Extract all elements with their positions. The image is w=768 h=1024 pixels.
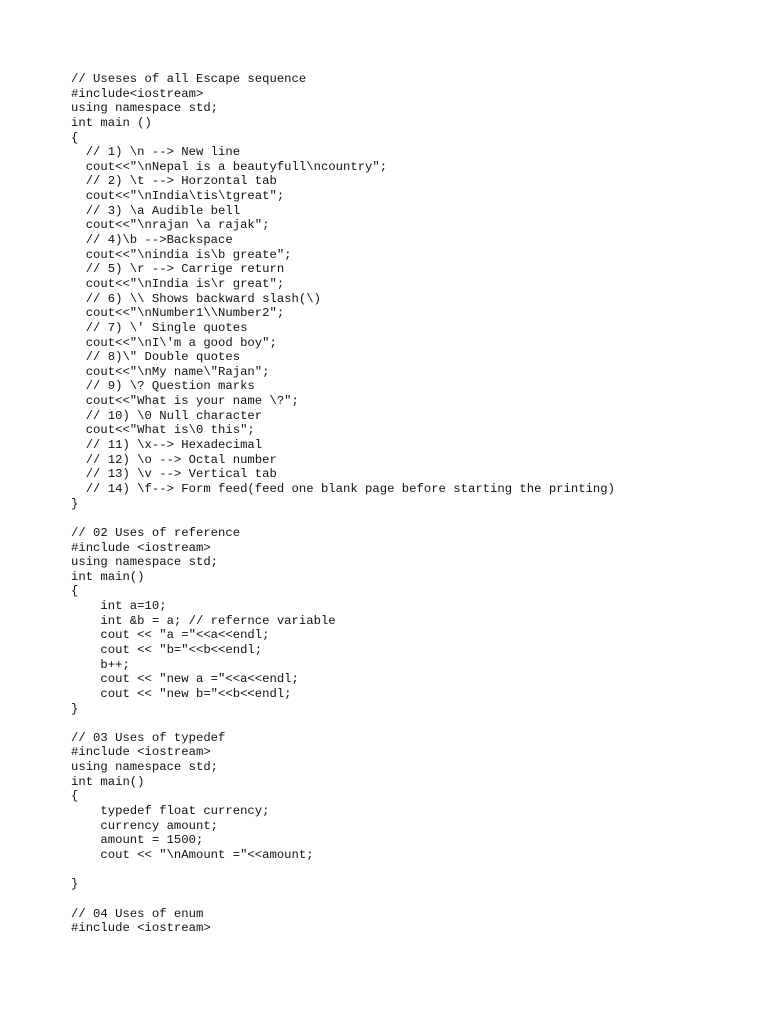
code-line: // 3) \a Audible bell [71, 203, 241, 218]
code-line: cout<<"\nMy name\"Rajan"; [71, 364, 270, 379]
code-line: int main() [71, 569, 145, 584]
code-line: cout<<"\nNepal is a beautyfull\ncountry"; [71, 159, 388, 174]
code-line: // 7) \' Single quotes [71, 320, 248, 335]
code-line: cout << "\nAmount ="<<amount; [71, 847, 314, 862]
code-line: #include <iostream> [71, 921, 211, 936]
code-line: } [71, 496, 79, 511]
code-line: // 6) \\ Shows backward slash(\) [71, 291, 321, 306]
code-line: cout<<"\nindia is\b greate"; [71, 247, 292, 262]
code-line: currency amount; [71, 818, 219, 833]
code-line [71, 892, 615, 907]
code-line: // 03 Uses of typedef [71, 730, 226, 745]
code-line: // 4)\b -->Backspace [71, 233, 233, 248]
code-line: // 12) \o --> Octal number [71, 452, 277, 467]
code-line [71, 511, 615, 526]
code-line: // 9) \? Question marks [71, 379, 255, 394]
code-line: cout << "b="<<b<<endl; [71, 642, 263, 657]
code-line: // 04 Uses of enum [71, 906, 204, 921]
code-line: amount = 1500; [71, 833, 204, 848]
code-line: cout<<"\nNumber1\\Number2"; [71, 306, 285, 321]
code-line: // 10) \0 Null character [71, 408, 263, 423]
code-line: int &b = a; // refernce variable [71, 613, 336, 628]
code-line: int main () [71, 115, 152, 130]
code-line: typedef float currency; [71, 804, 270, 819]
code-line: using namespace std; [71, 101, 219, 116]
code-line [71, 716, 615, 731]
code-line: { [71, 130, 79, 145]
code-line: // 02 Uses of reference [71, 525, 241, 540]
code-line: cout << "new a ="<<a<<endl; [71, 672, 299, 687]
code-line: cout<<"\nI\'m a good boy"; [71, 335, 277, 350]
code-line: b++; [71, 657, 130, 672]
code-line: // 14) \f--> Form feed(feed one blank page before starting the printing) [71, 481, 615, 496]
code-line: #include<iostream> [71, 86, 204, 101]
code-line: cout << "new b="<<b<<endl; [71, 686, 292, 701]
code-line: // 5) \r --> Carrige return [71, 262, 285, 277]
code-line: // 13) \v --> Vertical tab [71, 467, 277, 482]
code-line: // 8)\" Double quotes [71, 350, 241, 365]
code-line: cout<<"What is your name \?"; [71, 394, 299, 409]
code-line: // 1) \n --> New line [71, 145, 241, 160]
code-line: #include <iostream> [71, 745, 211, 760]
code-line: cout<<"What is\0 this"; [71, 423, 255, 438]
code-line: } [71, 701, 79, 716]
code-listing [71, 72, 615, 936]
code-line: cout<<"\nrajan \a rajak"; [71, 218, 270, 233]
code-line: } [71, 877, 79, 892]
code-line: cout << "a ="<<a<<endl; [71, 628, 270, 643]
code-line: cout<<"\nIndia is\r great"; [71, 276, 285, 291]
code-line: using namespace std; [71, 555, 219, 570]
code-line: { [71, 584, 79, 599]
code-line: using namespace std; [71, 760, 219, 775]
code-line: // 2) \t --> Horzontal tab [71, 174, 277, 189]
code-line [71, 863, 615, 878]
code-line: { [71, 789, 79, 804]
code-line: int main() [71, 774, 145, 789]
code-line: // Useses of all Escape sequence [71, 72, 307, 86]
code-line: #include <iostream> [71, 540, 211, 555]
code-line: int a=10; [71, 599, 167, 614]
code-line: cout<<"\nIndia\tis\tgreat"; [71, 189, 285, 204]
code-line: // 11) \x--> Hexadecimal [71, 438, 263, 453]
